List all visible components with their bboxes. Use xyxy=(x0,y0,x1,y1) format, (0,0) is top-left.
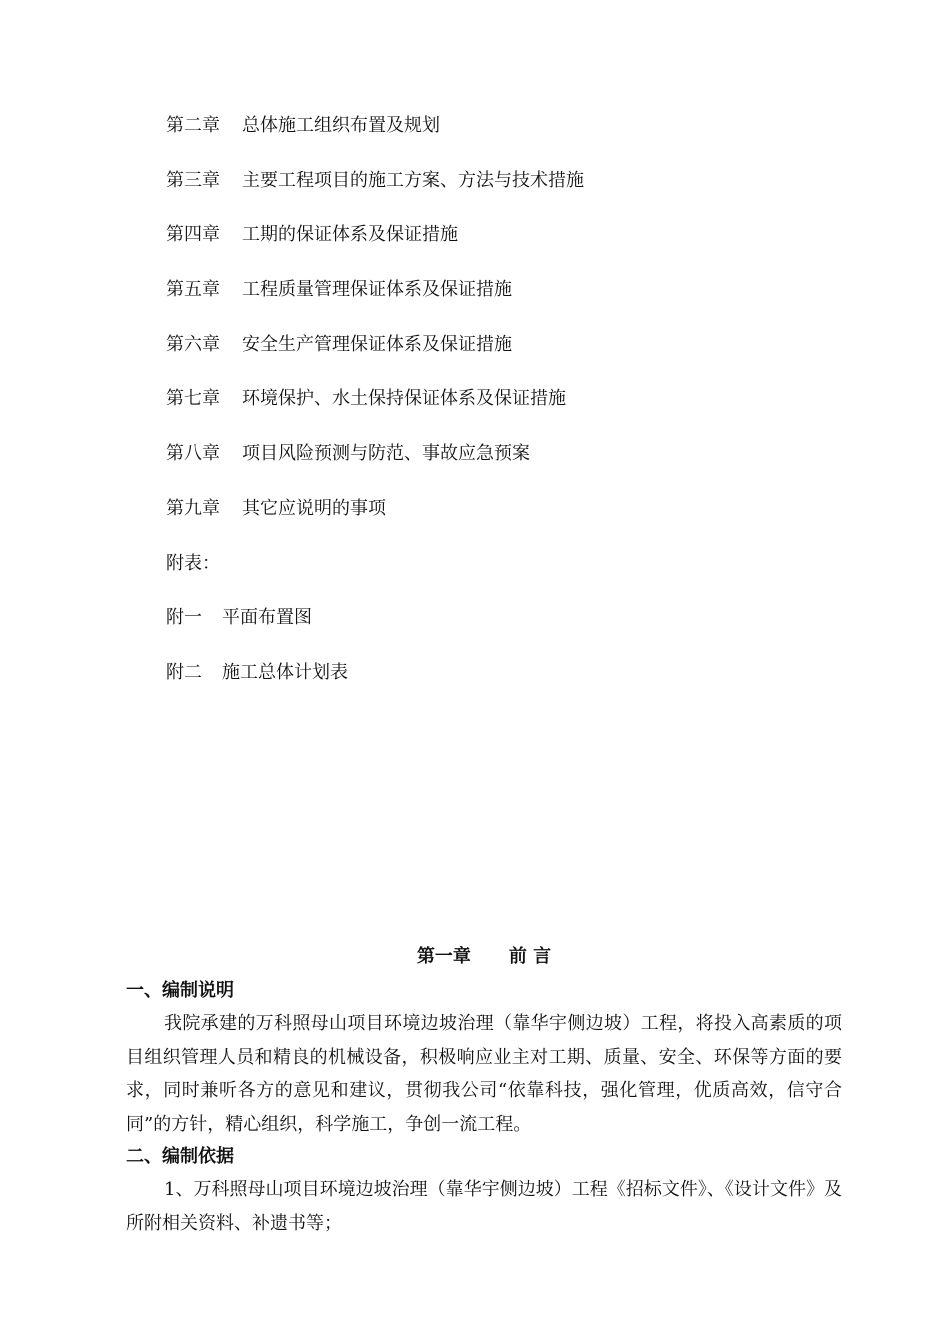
toc-item xyxy=(166,217,584,272)
toc-chapter-title: 工程质量管理保证体系及保证措施 xyxy=(242,279,512,301)
toc-chapter-number: 第三章 xyxy=(166,169,220,191)
toc-chapter-title: 总体施工组织布置及规划 xyxy=(242,115,440,136)
toc-chapter-number: 第七章 xyxy=(166,388,220,410)
table-of-contents xyxy=(166,108,584,710)
chapter-title: 前 言 xyxy=(508,946,552,967)
toc-item xyxy=(166,491,584,546)
toc-chapter-number: 第二章 xyxy=(166,115,220,136)
chapter-heading xyxy=(0,943,950,971)
toc-chapter-title: 主要工程项目的施工方案、方法与技术措施 xyxy=(242,169,584,191)
toc-item xyxy=(166,108,584,163)
toc-item xyxy=(166,381,584,436)
toc-appendix-title: 施工总体计划表 xyxy=(222,661,348,683)
toc-chapter-title: 安全生产管理保证体系及保证措施 xyxy=(242,333,512,355)
toc-appendix-number: 附二 xyxy=(166,661,202,683)
section-heading: 二、编制依据 xyxy=(126,1146,234,1167)
toc-appendix-number: 附一 xyxy=(166,607,202,629)
chapter-number: 第一章 xyxy=(416,946,471,967)
chapter-body xyxy=(126,975,842,1240)
toc-chapter-number: 第六章 xyxy=(166,333,220,355)
section-heading: 一、编制说明 xyxy=(126,980,234,1001)
toc-item xyxy=(166,163,584,218)
toc-chapter-title: 环境保护、水土保持保证体系及保证措施 xyxy=(242,388,566,410)
toc-chapter-title: 项目风险预测与防范、事故应急预案 xyxy=(242,443,530,465)
toc-appendix-title: 平面布置图 xyxy=(222,607,312,629)
section-paragraph: 我院承建的万科照母山项目环境边坡治理（靠华宇侧边坡）工程，将投入高素质的项目组织管理人员和精良的机械设备，积极响应业主对工期、质量、安全、环保等方面的要求，同时兼听各方的意见和建议，贯彻我公司“依靠科技，强化管理，优质高效，信守合同”的方针，精心组织，科学施工，争创一流工程。 xyxy=(126,1013,842,1135)
toc-chapter-number: 第五章 xyxy=(166,279,220,301)
toc-chapter-number: 第四章 xyxy=(166,224,220,246)
toc-chapter-title: 其它应说明的事项 xyxy=(242,497,386,519)
toc-appendix-item xyxy=(166,600,584,655)
toc-appendix-item xyxy=(166,655,584,710)
toc-chapter-number: 第九章 xyxy=(166,497,220,519)
toc-chapter-number: 第八章 xyxy=(166,443,220,465)
toc-item xyxy=(166,436,584,491)
toc-item xyxy=(166,327,584,382)
section-paragraph: 1、万科照母山项目环境边坡治理（靠华宇侧边坡）工程《招标文件》、《设计文件》及所附相关资料、补遗书等； xyxy=(126,1179,842,1234)
toc-chapter-title: 工期的保证体系及保证措施 xyxy=(242,224,458,246)
toc-appendix-label: 附表： xyxy=(166,552,220,574)
toc-item xyxy=(166,272,584,327)
